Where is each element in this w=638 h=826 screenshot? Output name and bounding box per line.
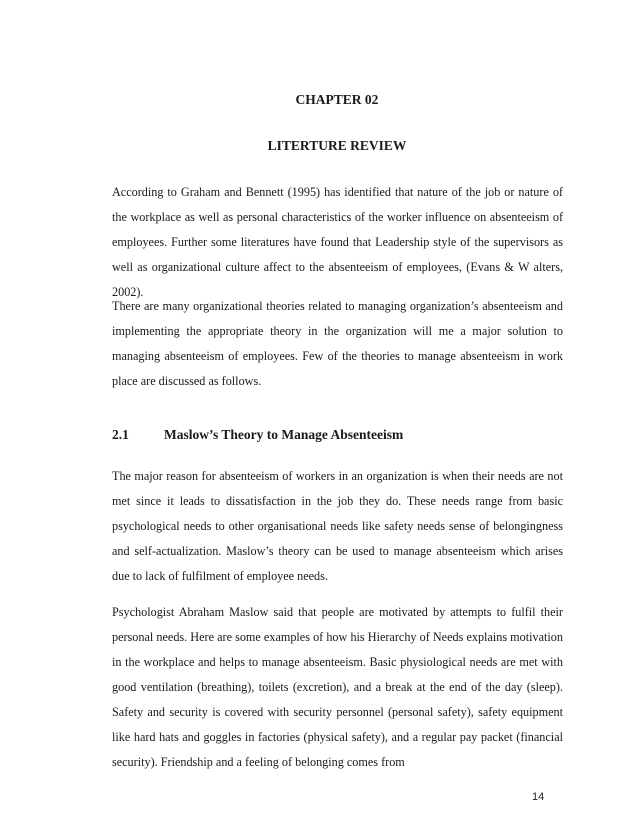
section-heading — [112, 427, 563, 443]
section-number: 2.1 — [112, 427, 129, 442]
paragraph-organizational-theories: There are many organizational theories related to managing organization’s absenteeism and implementing the appropriate theory in the organization will me a major solution to managing absenteeism of employees. Few of the theories to manage absenteeism in work place are discussed as follows. — [112, 299, 563, 388]
paragraph-maslow-hierarchy: Psychologist Abraham Maslow said that people are motivated by attempts to fulfil their personal needs. Here are some examples of how his Hierarchy of Needs explains motivation in the workplace and helps to manage absenteeism. Basic physiological needs are met with good ventilation (breathing), toilets (excretion), and a break at the end of the day (sleep). Safety and security is covered with security personnel (personal safety), safety equipment like hard hats and goggles in factories (physical safety), and a regular pay packet (financial security). Friendship and a feeling of belonging comes from — [112, 605, 563, 769]
chapter-title: LITERTURE REVIEW — [267, 138, 407, 153]
paragraph-graham-bennett: According to Graham and Bennett (1995) has identified that nature of the job or nature of the workplace as well as personal characteristics of the worker influence on absenteeism of employees. Further some literatures have found that Leadership style of the supervisors as well as organizational culture affect to the absenteeism of employees, (Evans & W alters, 2002). — [112, 185, 563, 299]
chapter-heading: CHAPTER 02 — [295, 92, 379, 107]
paragraph-absenteeism-needs: The major reason for absenteeism of workers in an organization is when their needs are not met since it leads to dissatisfaction in the job they do. These needs range from basic psychological needs to other organisational needs like safety needs sense of belongingness and self-actualization. Maslow’s theory can be used to manage absenteeism which arises due to lack of fulfilment of employee needs. — [112, 469, 563, 583]
page-number: 14 — [532, 791, 545, 803]
section-title: Maslow’s Theory to Manage Absenteeism — [164, 427, 404, 442]
